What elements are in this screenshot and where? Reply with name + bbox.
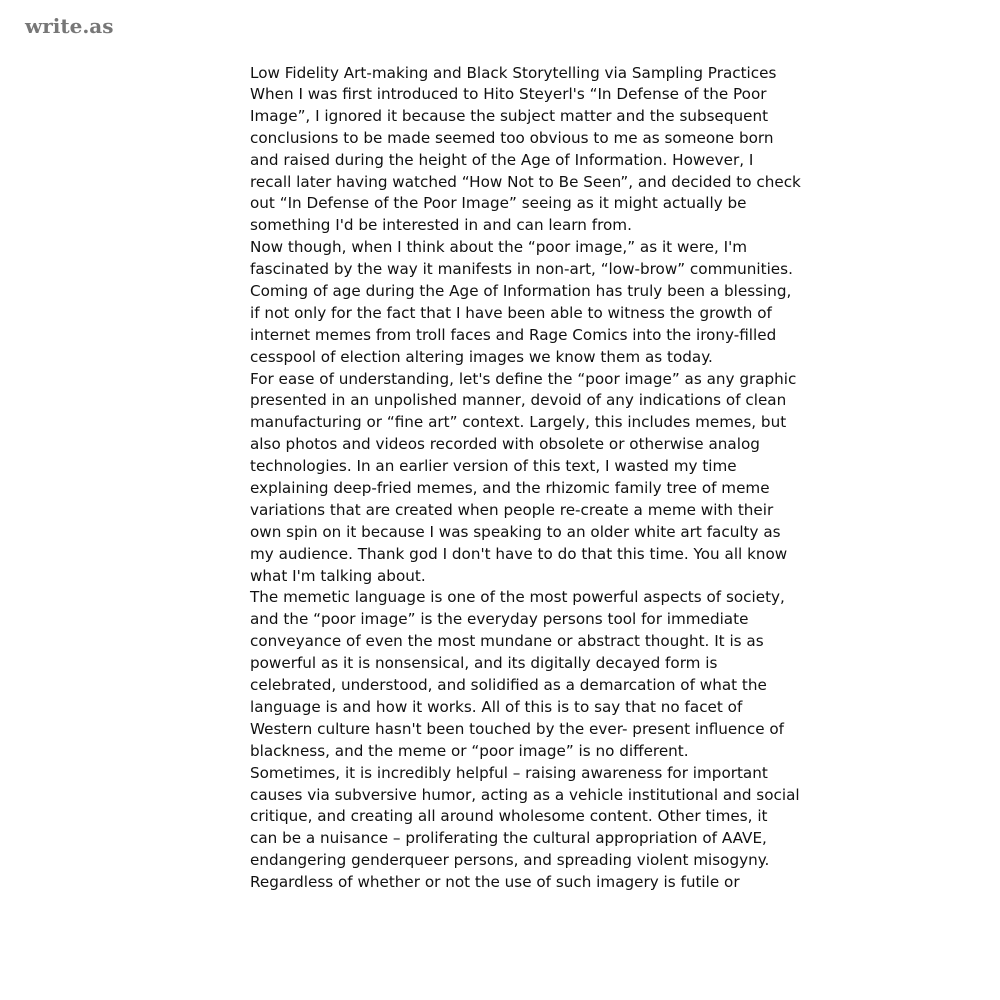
paragraph-line: For ease of understanding, let's define the “poor image” as any graphic (250, 369, 797, 388)
paragraph-line: explaining deep-fried memes, and the rhizomic family tree of meme (250, 479, 770, 498)
paragraph-line: internet memes from troll faces and Rage Comics into the irony-filled (250, 325, 777, 344)
paragraph-line: celebrated, understood, and solidified as a demarcation of what the (250, 676, 767, 695)
paragraph-line: technologies. In an earlier version of this text, I wasted my time (250, 457, 737, 476)
paragraph-line: own spin on it because I was speaking to an older white art faculty as (250, 522, 781, 541)
paragraph-line: if not only for the fact that I have been able to witness the growth of (250, 303, 772, 322)
post-paragraph (250, 587, 785, 762)
paragraph-line: something I'd be interested in and can learn from. (250, 216, 632, 235)
paragraph-line: Image”, I ignored it because the subject matter and the subsequent (250, 106, 769, 125)
post-body (250, 84, 801, 894)
paragraph-line: The memetic language is one of the most powerful aspects of society, (250, 588, 785, 607)
paragraph-line: variations that are created when people re-create a meme with their (250, 500, 774, 519)
paragraph-line: cesspool of election altering images we know them as today. (250, 347, 713, 366)
paragraph-line: Coming of age during the Age of Information has truly been a blessing, (250, 282, 792, 301)
paragraph-line: what I'm talking about. (250, 566, 426, 585)
post-paragraph (250, 237, 793, 368)
paragraph-line: language is and how it works. All of this is to say that no facet of (250, 697, 743, 716)
paragraph-line: Regardless of whether or not the use of such imagery is futile or (250, 873, 740, 892)
paragraph-line: powerful as it is nonsensical, and its digitally decayed form is (250, 654, 718, 673)
paragraph-line: blackness, and the meme or “poor image” is no different. (250, 741, 689, 760)
post-paragraph (250, 369, 797, 588)
paragraph-line: conclusions to be made seemed too obvious to me as someone born (250, 128, 774, 147)
brand-logo-link[interactable]: write.as (25, 14, 114, 38)
paragraph-line: causes via subversive humor, acting as a vehicle institutional and social (250, 785, 800, 804)
paragraph-line: also photos and videos recorded with obsolete or otherwise analog (250, 435, 760, 454)
paragraph-line: recall later having watched “How Not to Be Seen”, and decided to check (250, 172, 801, 191)
paragraph-line: fascinated by the way it manifests in non-art, “low-brow” communities. (250, 260, 793, 279)
post-paragraph (250, 763, 800, 894)
paragraph-line: manufacturing or “fine art” context. Largely, this includes memes, but (250, 413, 787, 432)
paragraph-line: my audience. Thank god I don't have to do that this time. You all know (250, 544, 788, 563)
paragraph-line: Western culture hasn't been touched by the ever- present influence of (250, 719, 785, 738)
site-header (25, 10, 114, 42)
post-article (250, 62, 801, 894)
paragraph-line: presented in an unpolished manner, devoid of any indications of clean (250, 391, 787, 410)
paragraph-line: Sometimes, it is incredibly helpful – raising awareness for important (250, 763, 768, 782)
paragraph-line: Now though, when I think about the “poor image,” as it were, I'm (250, 238, 748, 257)
paragraph-line: endangering genderqueer persons, and spreading violent misogyny. (250, 851, 770, 870)
paragraph-line: can be a nuisance – proliferating the cultural appropriation of AAVE, (250, 829, 767, 848)
post-title: Low Fidelity Art-making and Black Storytelling via Sampling Practices (250, 64, 777, 82)
paragraph-line: and the “poor image” is the everyday persons tool for immediate (250, 610, 749, 629)
post-paragraph (250, 84, 801, 237)
paragraph-line: critique, and creating all around wholesome content. Other times, it (250, 807, 768, 826)
paragraph-line: and raised during the height of the Age of Information. However, I (250, 150, 754, 169)
paragraph-line: out “In Defense of the Poor Image” seeing as it might actually be (250, 194, 747, 213)
paragraph-line: When I was first introduced to Hito Steyerl's “In Defense of the Poor (250, 85, 767, 103)
paragraph-line: conveyance of even the most mundane or abstract thought. It is as (250, 632, 764, 651)
